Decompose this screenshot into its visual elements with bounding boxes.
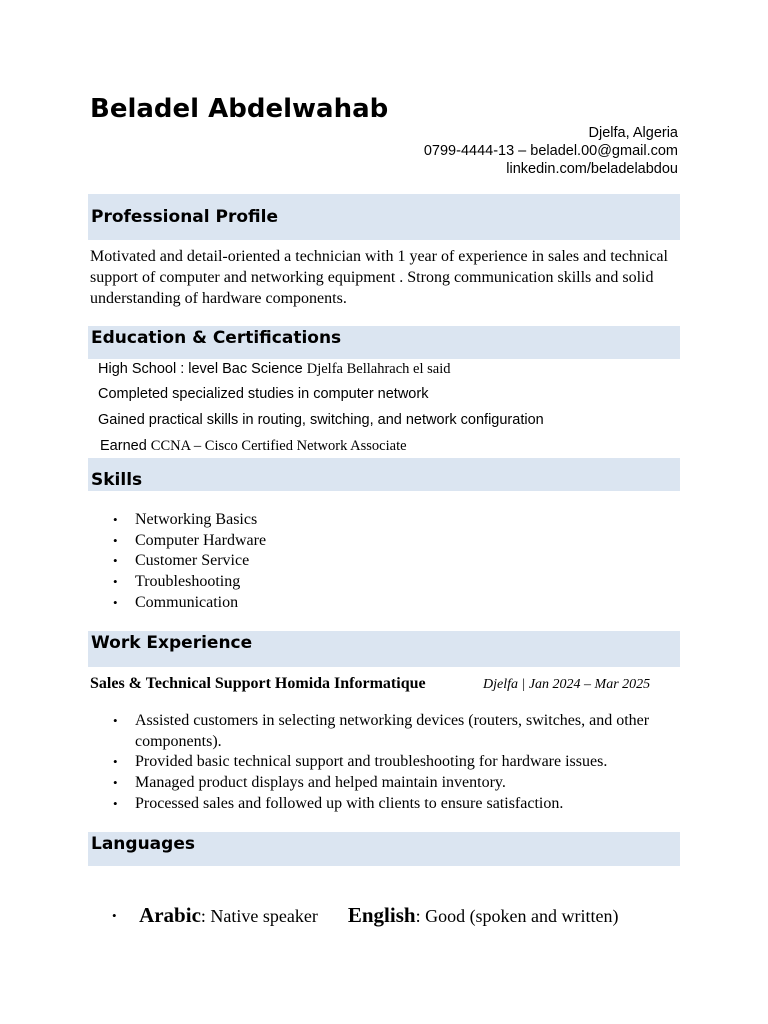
- education-item-high-school: [98, 361, 450, 378]
- education-item-high-school-level: High School : level Bac Science: [98, 361, 307, 377]
- linkedin-text: linkedin.com/beladelabdou: [506, 161, 678, 177]
- language-arabic-name: Arabic: [139, 903, 201, 927]
- experience-bullet: • Processed sales and followed up with clients to ensure satisfaction.: [90, 794, 665, 815]
- languages-line: [112, 903, 619, 928]
- education-section-header: [88, 326, 680, 359]
- education-item-certification: [100, 438, 407, 455]
- experience-bullet: • Managed product displays and helped maintain inventory.: [90, 773, 665, 794]
- location-text: Djelfa, Algeria: [588, 125, 678, 141]
- skill-item: • Customer Service: [90, 551, 650, 572]
- skills-section-header: [88, 458, 680, 491]
- certification-name: CCNA – Cisco Certified Network Associate: [150, 438, 407, 454]
- education-item-specialized-studies: Completed specialized studies in computer network: [98, 386, 429, 402]
- education-section-title: Education & Certifications: [91, 328, 342, 348]
- bullet-icon: •: [112, 908, 117, 923]
- skill-item: • Communication: [90, 593, 650, 614]
- language-english-name: English: [347, 903, 416, 927]
- languages-section-title: Languages: [91, 834, 195, 854]
- education-item-high-school-name: Djelfa Bellahrach el said: [306, 361, 451, 377]
- candidate-name: Beladel Abdelwahab: [90, 94, 389, 124]
- job-location-dates: Djelfa | Jan 2024 – Mar 2025: [483, 677, 651, 692]
- experience-bullets: [90, 711, 665, 815]
- language-arabic-level: : Native speaker: [200, 906, 318, 926]
- skills-section-title: Skills: [91, 470, 143, 490]
- profile-section-header: [88, 194, 680, 240]
- job-title: Sales & Technical Support Homida Informatique: [90, 675, 426, 692]
- skill-item: • Networking Basics: [90, 510, 650, 531]
- profile-section-title: Professional Profile: [91, 207, 278, 227]
- experience-section-title: Work Experience: [91, 633, 253, 653]
- education-item-practical-skills: Gained practical skills in routing, switching, and network configuration: [98, 412, 544, 428]
- profile-summary: Motivated and detail-oriented a technician with 1 year of experience in sales and technical support of computer and networking equipment . Strong communication skills and solid understanding of hardware components.: [90, 248, 668, 307]
- skills-list: [90, 510, 650, 614]
- language-english-level: : Good (spoken and written): [415, 906, 619, 926]
- skill-item: • Troubleshooting: [90, 572, 650, 593]
- certification-prefix: Earned: [100, 438, 151, 454]
- experience-bullet: • Assisted customers in selecting networking devices (routers, switches, and other components).: [90, 711, 665, 752]
- phone-email-text: 0799-4444-13 – beladel.00@gmail.com: [423, 143, 678, 159]
- languages-section-header: [88, 832, 680, 866]
- skill-item: • Computer Hardware: [90, 531, 650, 552]
- contact-block: [424, 124, 678, 178]
- experience-section-header: [88, 631, 680, 667]
- experience-bullet: • Provided basic technical support and troubleshooting for hardware issues.: [90, 752, 665, 773]
